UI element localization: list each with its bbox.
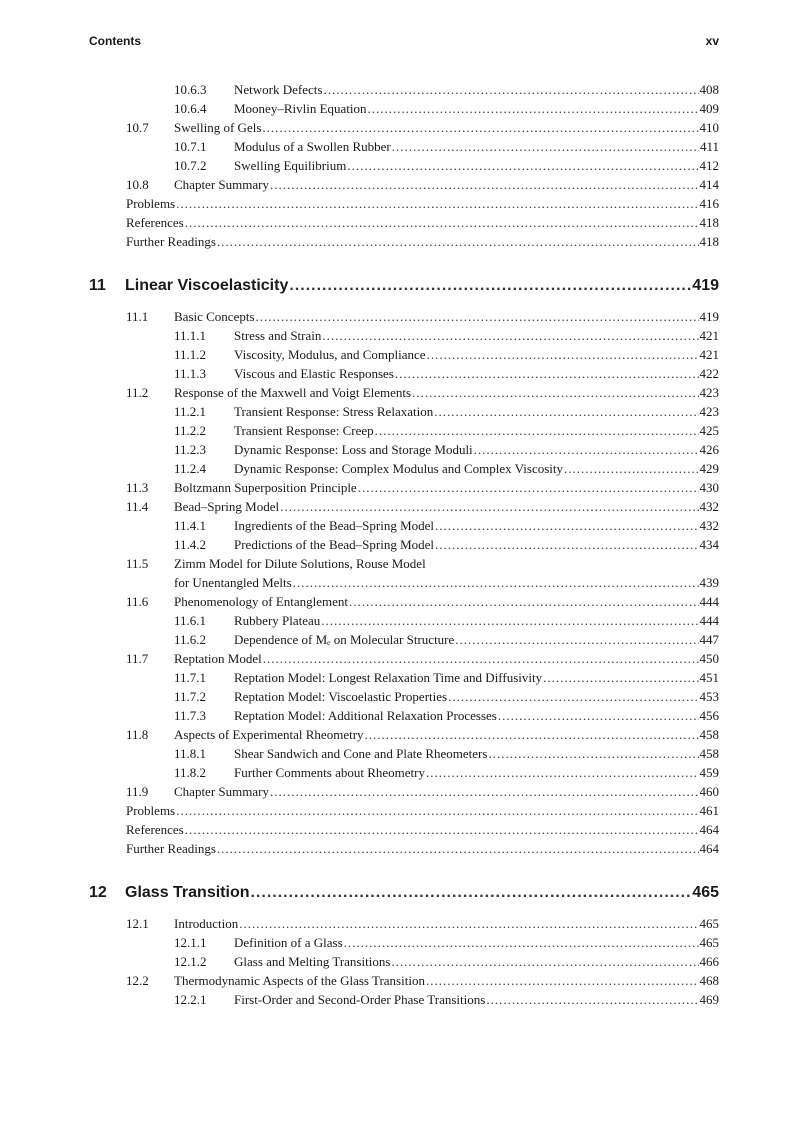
toc-entry-number: 11.6 xyxy=(126,594,149,609)
toc-entry[interactable] xyxy=(126,841,719,857)
toc-entry-title: Linear Viscoelasticity xyxy=(125,277,289,294)
toc-entry-number: 10.7 xyxy=(126,120,149,135)
toc-entry-title: Dynamic Response: Loss and Storage Moduli xyxy=(234,442,473,457)
toc-leader-dots xyxy=(358,480,699,496)
toc-entry-title: References xyxy=(126,215,184,230)
toc-leader-dots xyxy=(289,275,691,297)
toc-entry[interactable] xyxy=(174,328,719,344)
toc-leader-dots xyxy=(270,177,699,193)
toc-entry-page: 416 xyxy=(699,196,719,211)
toc-entry-page: 468 xyxy=(699,973,719,988)
toc-entry[interactable] xyxy=(174,954,719,970)
toc-entry[interactable] xyxy=(126,727,719,743)
toc-entry[interactable] xyxy=(126,556,719,572)
toc-leader-dots xyxy=(486,992,698,1008)
toc-leader-dots xyxy=(474,442,699,458)
toc-entry-number: 11.1.3 xyxy=(174,366,207,381)
toc-entry-title: Reptation Model: Viscoelastic Properties xyxy=(234,689,448,704)
toc-entry-number: 11.8.2 xyxy=(174,765,207,780)
toc-entry-title: Stress and Strain xyxy=(234,328,322,343)
toc-leader-dots xyxy=(256,309,699,325)
toc-entry[interactable] xyxy=(174,670,719,686)
toc-leader-dots xyxy=(375,423,699,439)
toc-entry-page: 465 xyxy=(692,884,719,901)
toc-leader-dots xyxy=(435,518,698,534)
toc-entry-page: 418 xyxy=(699,215,719,230)
toc-entry[interactable] xyxy=(174,935,719,951)
running-header-title: Contents xyxy=(89,34,141,48)
toc-entry-title: Zimm Model for Dilute Solutions, Rouse Model xyxy=(174,556,426,571)
toc-entry-title: Viscosity, Modulus, and Compliance xyxy=(234,347,426,362)
toc-entry-page: 464 xyxy=(699,841,719,856)
toc-entry-page: 451 xyxy=(699,670,719,685)
toc-entry-number: 10.7.2 xyxy=(174,158,207,173)
toc-entry-number: 11.4.2 xyxy=(174,537,207,552)
toc-entry[interactable] xyxy=(174,442,719,458)
toc-leader-dots xyxy=(239,916,698,932)
toc-entry-title: Chapter Summary xyxy=(174,784,269,799)
toc-entry[interactable] xyxy=(126,803,719,819)
toc-entry-page: 450 xyxy=(699,651,719,666)
toc-entry-number: 11.2.1 xyxy=(174,404,207,419)
toc-entry-title: Introduction xyxy=(174,916,239,931)
toc-entry-page: 419 xyxy=(699,309,719,324)
toc-entry-title: Further Comments about Rheometry xyxy=(234,765,426,780)
toc-entry-title: Glass Transition xyxy=(125,884,250,901)
toc-entry-page: 430 xyxy=(699,480,719,495)
toc-entry[interactable] xyxy=(126,594,719,610)
toc-entry-title: Reptation Model xyxy=(174,651,262,666)
toc-entry-number: 12 xyxy=(89,884,107,901)
toc-leader-dots xyxy=(321,613,698,629)
toc-entry[interactable] xyxy=(174,158,719,174)
toc-entry-title: Ingredients of the Bead–Spring Model xyxy=(234,518,435,533)
toc-leader-dots xyxy=(176,196,698,212)
toc-entry-title: Basic Concepts xyxy=(174,309,255,324)
toc-entry[interactable] xyxy=(174,689,719,705)
toc-leader-dots xyxy=(435,537,698,553)
toc-entry-title: Bead–Spring Model xyxy=(174,499,280,514)
toc-entry-page: 429 xyxy=(699,461,719,476)
toc-entry-number: 11.2.4 xyxy=(174,461,207,476)
toc-entry-page: 461 xyxy=(699,803,719,818)
toc-leader-dots xyxy=(455,632,698,648)
toc-entry-page: 444 xyxy=(699,613,719,628)
toc-entry-page: 458 xyxy=(699,727,719,742)
toc-entry[interactable] xyxy=(174,423,719,439)
toc-leader-dots xyxy=(488,746,698,762)
toc-entry-page: 421 xyxy=(699,347,719,362)
toc-entry-title: Phenomenology of Entanglement xyxy=(174,594,349,609)
toc-entry-number: 10.8 xyxy=(126,177,149,192)
toc-entry-number: 11 xyxy=(89,277,106,294)
toc-entry-page: 444 xyxy=(699,594,719,609)
toc-entry[interactable] xyxy=(126,822,719,838)
toc-leader-dots xyxy=(368,101,699,117)
toc-entry-number: 11.6.2 xyxy=(174,632,207,647)
toc-entry[interactable] xyxy=(126,215,719,231)
toc-entry-page: 412 xyxy=(699,158,719,173)
toc-entry[interactable] xyxy=(126,196,719,212)
toc-entry-page: 453 xyxy=(699,689,719,704)
toc-entry-title: Predictions of the Bead–Spring Model xyxy=(234,537,435,552)
toc-entry-number: 11.7.3 xyxy=(174,708,207,723)
toc-entry-page: 419 xyxy=(692,277,719,294)
toc-entry-page: 410 xyxy=(699,120,719,135)
toc-leader-dots xyxy=(564,461,698,477)
toc-entry-number: 11.1.2 xyxy=(174,347,207,362)
toc-entry-page: 460 xyxy=(699,784,719,799)
toc-leader-dots xyxy=(280,499,698,515)
toc-entry-title: Dependence of Mₑ on Molecular Structure xyxy=(234,632,455,647)
toc-entry-title: Response of the Maxwell and Voigt Elements xyxy=(174,385,412,400)
toc-entry-page: 458 xyxy=(699,746,719,761)
toc-entry[interactable] xyxy=(174,632,719,648)
toc-entry-page: 423 xyxy=(699,385,719,400)
toc-leader-dots xyxy=(426,973,699,989)
toc-entry-title: Modulus of a Swollen Rubber xyxy=(234,139,391,154)
toc-entry-title: Reptation Model: Additional Relaxation Processes xyxy=(234,708,497,723)
toc-entry-number: 11.4.1 xyxy=(174,518,207,533)
toc-entry[interactable] xyxy=(174,366,719,382)
toc-entry-page: 434 xyxy=(699,537,719,552)
toc-entry-number: 12.1 xyxy=(126,916,149,931)
toc-entry-page: 432 xyxy=(699,499,719,514)
toc-entry-title: Problems xyxy=(126,803,176,818)
toc-leader-dots xyxy=(217,234,699,250)
toc-entry-page: 408 xyxy=(699,82,719,97)
toc-entry-page: 439 xyxy=(699,575,719,590)
toc-entry[interactable] xyxy=(174,537,719,553)
toc-leader-dots xyxy=(270,784,699,800)
toc-entry-number: 11.7 xyxy=(126,651,149,666)
toc-entry[interactable] xyxy=(174,765,719,781)
toc-entry-page: 465 xyxy=(699,935,719,950)
toc-entry-page: 425 xyxy=(699,423,719,438)
toc-entry-number: 11.6.1 xyxy=(174,613,207,628)
toc-entry[interactable] xyxy=(174,101,719,117)
toc-entry[interactable] xyxy=(126,575,719,591)
toc-leader-dots xyxy=(322,328,698,344)
toc-leader-dots xyxy=(395,366,699,382)
toc-entry-title: Aspects of Experimental Rheometry xyxy=(174,727,364,742)
toc-entry[interactable] xyxy=(126,973,719,989)
toc-entry[interactable] xyxy=(174,708,719,724)
toc-entry-title: References xyxy=(126,822,184,837)
toc-entry-number: 10.6.3 xyxy=(174,82,207,97)
toc-entry[interactable] xyxy=(126,120,719,136)
toc-entry-title: Swelling of Gels xyxy=(174,120,262,135)
toc-leader-dots xyxy=(427,347,699,363)
toc-entry[interactable] xyxy=(126,916,719,932)
toc-entry-title: Shear Sandwich and Cone and Plate Rheometers xyxy=(234,746,488,761)
toc-leader-dots xyxy=(448,689,698,705)
toc-entry-title: Reptation Model: Longest Relaxation Time and Diffusivity xyxy=(234,670,543,685)
toc-entry-number: 12.1.2 xyxy=(174,954,207,969)
toc-entry[interactable] xyxy=(174,139,719,155)
toc-entry[interactable] xyxy=(174,461,719,477)
toc-chapter-entry[interactable] xyxy=(89,275,719,297)
toc-entry-number: 12.2.1 xyxy=(174,992,207,1007)
toc-entry-number: 12.2 xyxy=(126,973,149,988)
toc-entry[interactable] xyxy=(126,234,719,250)
toc-entry[interactable] xyxy=(174,746,719,762)
toc-leader-dots xyxy=(392,139,699,155)
toc-leader-dots xyxy=(250,882,691,904)
toc-entry-page: 432 xyxy=(699,518,719,533)
toc-entry-title: Problems xyxy=(126,196,176,211)
toc-entry-number: 11.2.2 xyxy=(174,423,207,438)
toc-leader-dots xyxy=(263,651,699,667)
toc-entry-title: Glass and Melting Transitions xyxy=(234,954,391,969)
toc-entry-number: 11.1.1 xyxy=(174,328,207,343)
toc-entry[interactable] xyxy=(126,651,719,667)
toc-entry-title: Dynamic Response: Complex Modulus and Complex Viscosity xyxy=(234,461,564,476)
toc-entry[interactable] xyxy=(174,347,719,363)
toc-entry-number: 10.6.4 xyxy=(174,101,207,116)
toc-leader-dots xyxy=(293,575,699,591)
toc-entry[interactable] xyxy=(126,480,719,496)
toc-entry-number: 10.7.1 xyxy=(174,139,207,154)
toc-leader-dots xyxy=(185,822,699,838)
toc-entry-page: 426 xyxy=(699,442,719,457)
toc-entry-title: Transient Response: Stress Relaxation xyxy=(234,404,434,419)
toc-entry-title: Chapter Summary xyxy=(174,177,269,192)
toc-entry-title: Definition of a Glass xyxy=(234,935,343,950)
toc-entry-number: 11.7.2 xyxy=(174,689,207,704)
toc-entry-number: 11.3 xyxy=(126,480,149,495)
toc-leader-dots xyxy=(185,215,699,231)
toc-entry-number: 11.2.3 xyxy=(174,442,207,457)
toc-entry[interactable] xyxy=(126,385,719,401)
toc-entry-page: 447 xyxy=(699,632,719,647)
toc-entry[interactable] xyxy=(174,613,719,629)
toc-entry[interactable] xyxy=(174,82,719,98)
toc-entry-page: 422 xyxy=(699,366,719,381)
toc-leader-dots xyxy=(365,727,699,743)
toc-entry-page: 464 xyxy=(699,822,719,837)
toc-leader-dots xyxy=(349,594,698,610)
page-number: xv xyxy=(705,34,719,48)
toc-entry-number: 12.1.1 xyxy=(174,935,207,950)
toc-entry-page: 418 xyxy=(699,234,719,249)
toc-entry-page: 423 xyxy=(699,404,719,419)
toc-entry-number: 11.7.1 xyxy=(174,670,207,685)
toc-entry-number: 11.4 xyxy=(126,499,149,514)
toc-leader-dots xyxy=(412,385,698,401)
toc-entry-number: 11.8 xyxy=(126,727,149,742)
toc-entry-title: Further Readings xyxy=(126,841,216,856)
toc-entry-page: 456 xyxy=(699,708,719,723)
toc-entry[interactable] xyxy=(174,992,719,1008)
toc-entry-number: 11.1 xyxy=(126,309,149,324)
toc-entry[interactable] xyxy=(174,404,719,420)
toc-entry-number: 11.2 xyxy=(126,385,149,400)
toc-leader-dots xyxy=(434,404,698,420)
toc-chapter-entry[interactable] xyxy=(89,882,719,904)
toc-entry-title: Thermodynamic Aspects of the Glass Transition xyxy=(174,973,425,988)
toc-entry-page: 409 xyxy=(699,101,719,116)
toc-entry[interactable] xyxy=(126,499,719,515)
toc-leader-dots xyxy=(543,670,698,686)
toc-leader-dots xyxy=(344,935,699,951)
toc-entry-page: 465 xyxy=(699,916,719,931)
toc-leader-dots xyxy=(176,803,698,819)
toc-entry-title: Network Defects xyxy=(234,82,323,97)
toc-leader-dots xyxy=(391,954,698,970)
toc-entry[interactable] xyxy=(126,177,719,193)
toc-entry-title: Mooney–Rivlin Equation xyxy=(234,101,367,116)
toc-entry-page: 411 xyxy=(699,139,719,154)
toc-leader-dots xyxy=(323,82,698,98)
toc-entry[interactable] xyxy=(126,784,719,800)
toc-entry-number: 11.8.1 xyxy=(174,746,207,761)
toc-entry-page: 459 xyxy=(699,765,719,780)
toc-entry-title: Boltzmann Superposition Principle xyxy=(174,480,357,495)
toc-leader-dots xyxy=(217,841,699,857)
toc-entry-title: Further Readings xyxy=(126,234,216,249)
toc-leader-dots xyxy=(498,708,699,724)
toc-entry[interactable] xyxy=(174,518,719,534)
toc-entry-title: Transient Response: Creep xyxy=(234,423,374,438)
toc-entry-page: 421 xyxy=(699,328,719,343)
toc-entry-title: for Unentangled Melts xyxy=(174,575,292,590)
toc-entry-title: Swelling Equilibrium xyxy=(234,158,347,173)
toc-entry-title: First-Order and Second-Order Phase Transitions xyxy=(234,992,486,1007)
toc-entry-page: 466 xyxy=(699,954,719,969)
toc-entry[interactable] xyxy=(126,309,719,325)
toc-entry-page: 414 xyxy=(699,177,719,192)
running-header xyxy=(89,34,719,50)
toc-leader-dots xyxy=(262,120,698,136)
toc-leader-dots xyxy=(347,158,698,174)
toc-entry-title: Rubbery Plateau xyxy=(234,613,321,628)
toc-entry-page: 469 xyxy=(699,992,719,1007)
toc-leader-dots xyxy=(426,765,698,781)
toc-entry-title: Viscous and Elastic Responses xyxy=(234,366,394,381)
toc-entry-number: 11.5 xyxy=(126,556,149,571)
toc-entry-number: 11.9 xyxy=(126,784,149,799)
